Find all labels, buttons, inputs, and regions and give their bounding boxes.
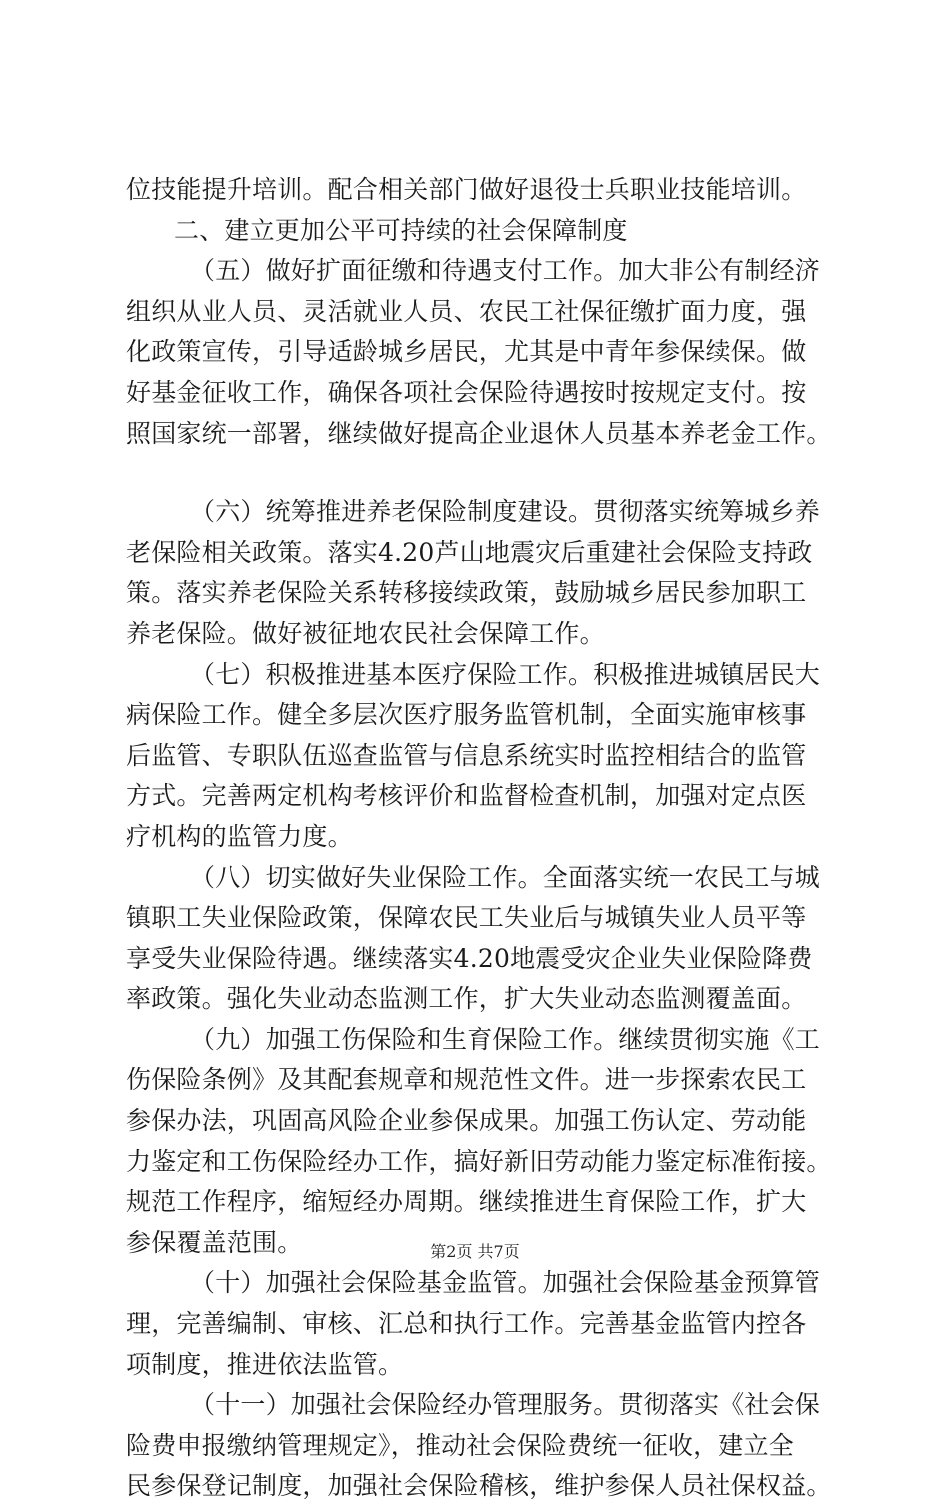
text-line: （六）统筹推进养老保险制度建设。贯彻落实统筹城乡养 [190,497,821,527]
blank-line [126,454,850,492]
text-line: 组织从业人员、灵活就业人员、农民工社保征缴扩面力度，强 [126,296,807,326]
text-line: 力鉴定和工伤保险经办工作，搞好新旧劳动能力鉴定标准衔接。 [126,1146,832,1176]
text-line: 规范工作程序，缩短经办周期。继续推进生育保险工作，扩大 [126,1187,807,1217]
text-line: 率政策。强化失业动态监测工作，扩大失业动态监测覆盖面。 [126,984,807,1014]
text-line: （八）切实做好失业保险工作。全面落实统一农民工与城 [190,862,821,892]
text-line: 项制度，推进依法监管。 [126,1349,404,1379]
text-line: 病保险工作。健全多层次医疗服务监管机制，全面实施审核事 [126,700,807,730]
text-line: 疗机构的监管力度。 [126,821,353,851]
text-line: （七）积极推进基本医疗保险工作。积极推进城镇居民大 [190,659,821,689]
document-body [126,170,850,1507]
page-footer: 第2页 共7页 [430,1242,520,1261]
text-line: 位技能提升培训。配合相关部门做好退役士兵职业技能培训。 [126,175,807,204]
text-line: 养老保险。做好被征地农民社会保障工作。 [126,618,605,648]
text-line: （十一）加强社会保险经办管理服务。贯彻落实《社会保 [190,1390,821,1420]
text-line: 照国家统一部署，继续做好提高企业退休人员基本养老金工作。 [126,418,832,448]
text-line: 参保覆盖范围。 [126,1227,303,1257]
text-line: 好基金征收工作，确保各项社会保险待遇按时按规定支付。按 [126,377,807,407]
text-line: 后监管、专职队伍巡查监管与信息系统实时监控相结合的监管 [126,740,807,770]
text-line: 险费申报缴纳管理规定》，推动社会保险费统一征收，建立全 [126,1430,794,1460]
text-line: 参保办法，巩固高风险企业参保成果。加强工伤认定、劳动能 [126,1106,807,1136]
text-line: 化政策宣传，引导适龄城乡居民，尤其是中青年参保续保。做 [126,337,807,367]
text-line: 二、建立更加公平可持续的社会保障制度 [174,215,628,245]
text-line: 理，完善编制、审核、汇总和执行工作。完善基金监管内控各 [126,1309,807,1339]
text-line: 享受失业保险待遇。继续落实4.20地震受灾企业失业保险降费 [126,943,813,973]
text-line: 伤保险条例》及其配套规章和规范性文件。进一步探索农民工 [126,1065,807,1095]
text-line: 老保险相关政策。落实4.20芦山地震灾后重建社会保险支持政 [126,537,813,567]
text-line: 镇职工失业保险政策，保障农民工失业后与城镇失业人员平等 [126,903,807,933]
text-line: （五）做好扩面征缴和待遇支付工作。加大非公有制经济 [190,256,821,286]
text-line: 民参保登记制度，加强社会保险稽核，维护参保人员社保权益。 [126,1471,832,1501]
text-line: 方式。完善两定机构考核评价和监督检查机制，加强对定点医 [126,781,807,811]
text-line: （十）加强社会保险基金监管。加强社会保险基金预算管 [190,1268,821,1298]
text-line: （九）加强工伤保险和生育保险工作。继续贯彻实施《工 [190,1024,821,1054]
text-line: 策。落实养老保险关系转移接续政策，鼓励城乡居民参加职工 [126,578,807,608]
